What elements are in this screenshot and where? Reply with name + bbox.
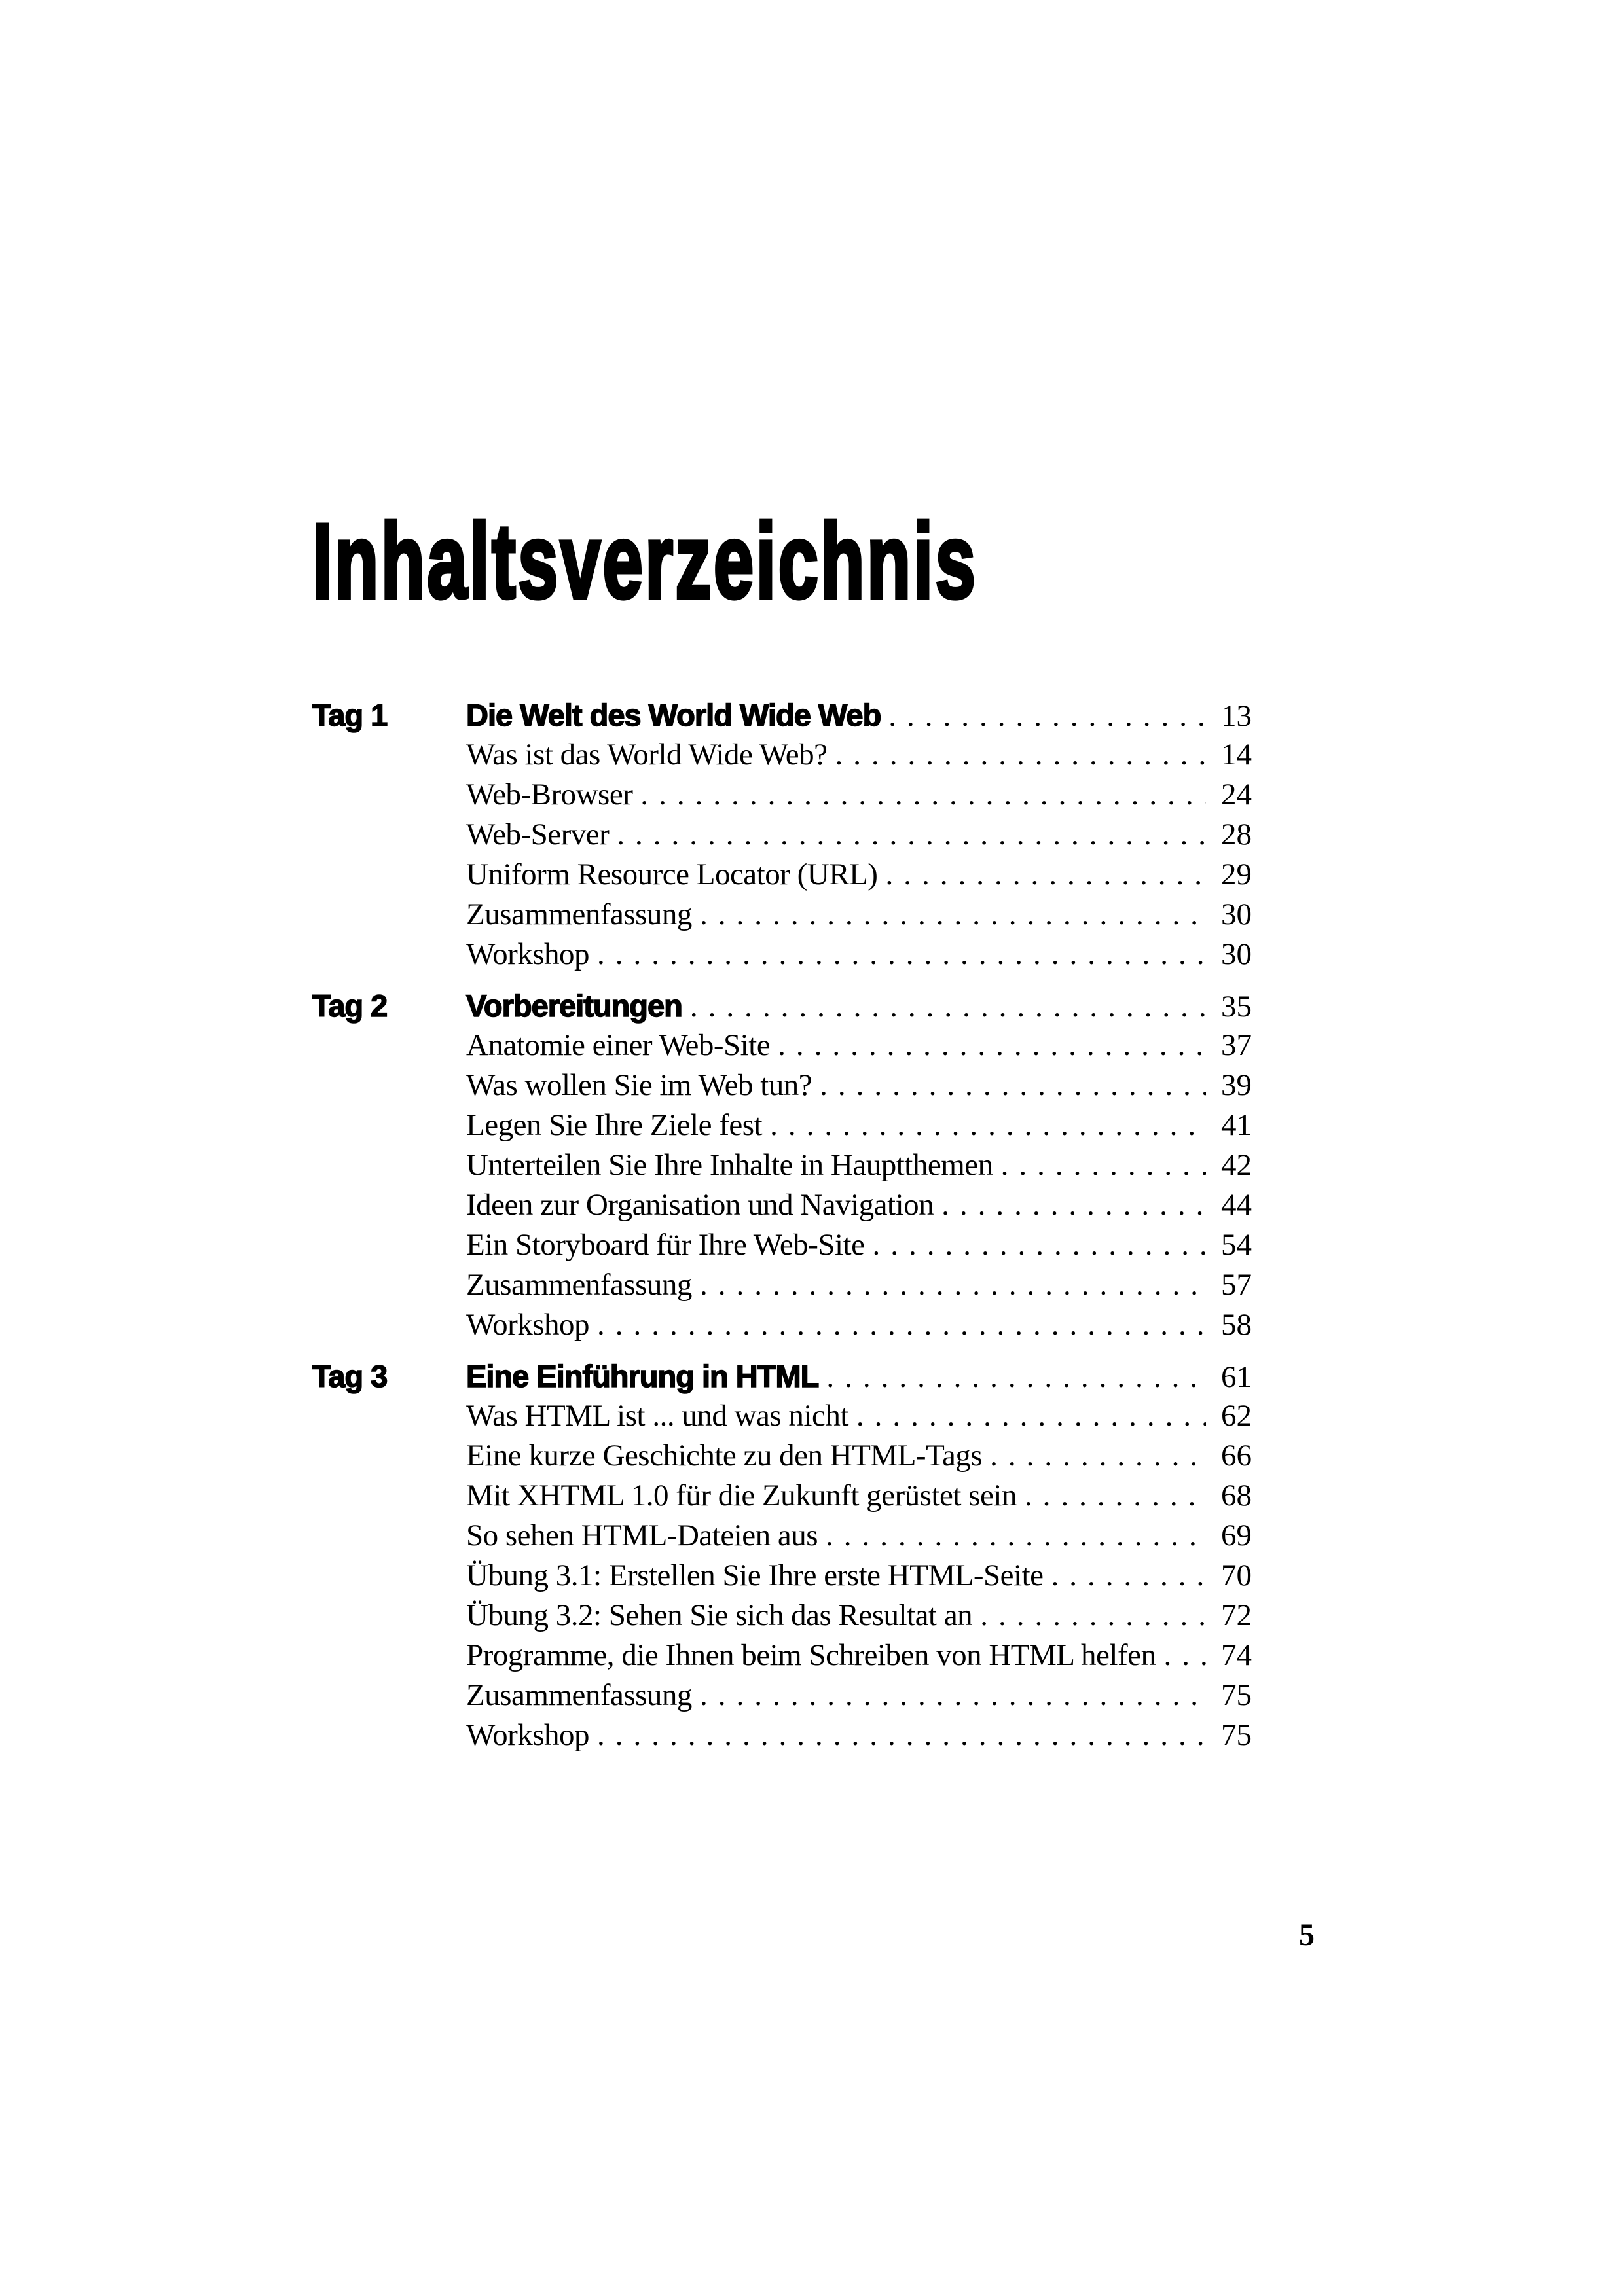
toc-row <box>312 1476 1252 1516</box>
toc-page-number: 41 <box>1221 1108 1252 1142</box>
toc-row <box>312 1026 1252 1066</box>
toc-chapter-title: Vorbereitungen <box>466 988 682 1023</box>
toc-row <box>312 815 1252 855</box>
toc-page-number: 13 <box>1221 699 1252 733</box>
toc-page-number: 44 <box>1221 1188 1252 1222</box>
toc-section-heading-row <box>312 986 1252 1026</box>
toc-entry-title: Zusammenfassung <box>466 1268 692 1302</box>
toc-dot-leader <box>589 935 1206 981</box>
toc-entry-title: Was HTML ist ... und was nicht <box>466 1399 848 1433</box>
toc-page-number: 29 <box>1221 857 1252 891</box>
toc-entry-title: Unterteilen Sie Ihre Inhalte in Hauptthemen <box>466 1148 993 1182</box>
page-title <box>312 501 1291 620</box>
toc-row <box>312 1636 1252 1676</box>
toc-row <box>312 1516 1252 1556</box>
toc-entry-title: Übung 3.2: Sehen Sie sich das Resultat an <box>466 1598 973 1632</box>
toc-page-number: 70 <box>1221 1558 1252 1592</box>
toc-row <box>312 735 1252 775</box>
toc-chapter-title: Die Welt des World Wide Web <box>466 698 881 732</box>
toc-entry-title: Eine kurze Geschichte zu den HTML-Tags <box>466 1439 983 1473</box>
toc-page-number: 54 <box>1221 1228 1252 1262</box>
toc-page-number: 35 <box>1221 990 1252 1024</box>
toc-page-number: 74 <box>1221 1638 1252 1672</box>
toc-row <box>312 895 1252 935</box>
toc-page-number: 69 <box>1221 1518 1252 1552</box>
toc-row <box>312 935 1252 975</box>
toc-page-number: 62 <box>1221 1399 1252 1433</box>
toc-row <box>312 1596 1252 1636</box>
toc-page-number: 14 <box>1221 738 1252 772</box>
toc-page-number: 37 <box>1221 1028 1252 1062</box>
toc-entry-title: Anatomie einer Web-Site <box>466 1028 771 1062</box>
toc-row <box>312 1265 1252 1305</box>
toc-entry-title: Was wollen Sie im Web tun? <box>466 1068 812 1102</box>
toc-entry-title: Uniform Resource Locator (URL) <box>466 857 878 891</box>
toc-page-number: 24 <box>1221 778 1252 812</box>
toc-day-label: Tag 1 <box>312 698 388 732</box>
toc-entry-title: Programme, die Ihnen beim Schreiben von HTML helfen <box>466 1638 1156 1672</box>
toc-entry-title: Mit XHTML 1.0 für die Zukunft gerüstet sein <box>466 1479 1017 1513</box>
toc-entry-title: Legen Sie Ihre Ziele fest <box>466 1108 763 1142</box>
toc-entry-title: Workshop <box>466 937 590 971</box>
toc-row <box>312 1225 1252 1265</box>
toc-row <box>312 775 1252 815</box>
page-title-text: Inhaltsverzeichnis <box>312 501 978 620</box>
toc-day-label: Tag 3 <box>312 1359 388 1393</box>
toc-page-number: 58 <box>1221 1308 1252 1342</box>
toc-row <box>312 1676 1252 1715</box>
toc-row <box>312 1436 1252 1476</box>
toc-day-label: Tag 2 <box>312 988 388 1023</box>
toc-page-number: 28 <box>1221 817 1252 852</box>
toc-page-number: 75 <box>1221 1718 1252 1752</box>
toc-row <box>312 1305 1252 1345</box>
toc-page-number: 72 <box>1221 1598 1252 1632</box>
toc-dot-leader <box>589 1715 1206 1762</box>
toc-entry-title: Ideen zur Organisation und Navigation <box>466 1188 934 1222</box>
toc-row <box>312 1105 1252 1145</box>
toc-row <box>312 1066 1252 1105</box>
toc-page-number: 30 <box>1221 937 1252 971</box>
toc-row <box>312 1185 1252 1225</box>
toc-entry-title: Zusammenfassung <box>466 897 692 931</box>
toc-dot-leader <box>589 1305 1206 1352</box>
toc-entry-title: Übung 3.1: Erstellen Sie Ihre erste HTML-Seite <box>466 1558 1044 1592</box>
toc-row <box>312 1556 1252 1596</box>
toc-entry-title: Web-Browser <box>466 778 633 812</box>
toc-row <box>312 1715 1252 1755</box>
toc-entry-title: Workshop <box>466 1308 590 1342</box>
toc <box>312 695 1252 1755</box>
toc-entry-title: Zusammenfassung <box>466 1678 692 1712</box>
toc-page-number: 68 <box>1221 1479 1252 1513</box>
toc-section-heading-row <box>312 695 1252 735</box>
toc-page-number: 66 <box>1221 1439 1252 1473</box>
toc-row <box>312 1145 1252 1185</box>
toc-entry-title: Workshop <box>466 1718 590 1752</box>
toc-section-heading-row <box>312 1356 1252 1396</box>
toc-entry-title: Was ist das World Wide Web? <box>466 738 828 772</box>
toc-entry-title: Ein Storyboard für Ihre Web-Site <box>466 1228 865 1262</box>
toc-page-number: 75 <box>1221 1678 1252 1712</box>
toc-page-number: 57 <box>1221 1268 1252 1302</box>
toc-chapter-title: Eine Einführung in HTML <box>466 1359 819 1393</box>
toc-row <box>312 1396 1252 1436</box>
toc-page-number: 30 <box>1221 897 1252 931</box>
toc-entry-title: So sehen HTML-Dateien aus <box>466 1518 818 1552</box>
folio-page-number: 5 <box>1299 1918 1315 1952</box>
toc-page-number: 61 <box>1221 1360 1252 1394</box>
toc-page-number: 39 <box>1221 1068 1252 1102</box>
toc-row <box>312 855 1252 895</box>
toc-page-number: 42 <box>1221 1148 1252 1182</box>
toc-entry-title: Web-Server <box>466 817 610 852</box>
